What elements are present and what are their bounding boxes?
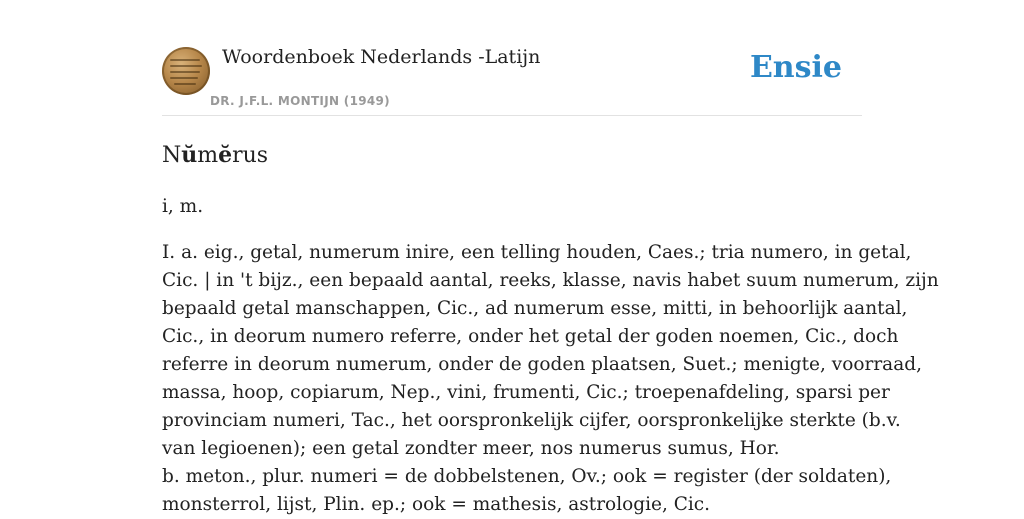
coin-inscription-line xyxy=(170,71,200,73)
definition-line: Cic., in deorum numero referre, onder het getal der goden noemen, Cic., doch xyxy=(162,326,899,347)
coin-inscription-line xyxy=(174,83,196,85)
coin-image-icon[interactable] xyxy=(162,47,210,95)
definition-line: monsterrol, lijst, Plin. ep.; ook = mathesis, astrologie, Cic. xyxy=(162,494,711,515)
headword-part: m xyxy=(197,143,219,168)
book-author: DR. J.F.L. MONTIJN (1949) xyxy=(210,94,390,108)
coin-inscription-line xyxy=(170,59,200,61)
definition-line: massa, hoop, copiarum, Nep., vini, frumenti, Cic.; troepenafdeling, sparsi per xyxy=(162,382,890,403)
page xyxy=(162,0,939,519)
definition-line: I. a. eig., getal, numerum inire, een telling houden, Caes.; tria numero, in getal, xyxy=(162,242,912,263)
definition-line: bepaald getal manschappen, Cic., ad numerum esse, mitti, in behoorlijk aantal, xyxy=(162,298,908,319)
headword-part-accent: ĕ xyxy=(218,142,233,168)
definition-line: Cic. | in 't bijz., een bepaald aantal, reeks, klasse, navis habet suum numerum, zijn xyxy=(162,270,939,291)
definition-line: provinciam numeri, Tac., het oorspronkelijk cijfer, oorspronkelijke sterkte (b.v. xyxy=(162,410,901,431)
book-title-link[interactable]: Woordenboek Nederlands -Latijn xyxy=(222,46,541,68)
headword-part: N xyxy=(162,143,182,168)
header xyxy=(162,0,862,116)
coin-inscription-line xyxy=(170,77,198,79)
definition-line: van legioenen); een getal zondter meer, nos numerus sumus, Hor. xyxy=(162,438,780,459)
ensie-logo-link[interactable]: Ensie xyxy=(749,50,842,85)
headword xyxy=(162,142,862,169)
grammar-info: i, m. xyxy=(162,196,204,217)
coin-inscription-line xyxy=(170,65,202,67)
headword-part-accent: ŭ xyxy=(181,142,198,168)
definition-text xyxy=(162,239,939,519)
definition-line: b. meton., plur. numeri = de dobbelstenen, Ov.; ook = register (der soldaten), xyxy=(162,466,892,487)
headword-part: rus xyxy=(232,143,269,168)
definition-line: referre in deorum numerum, onder de goden plaatsen, Suet.; menigte, voorraad, xyxy=(162,354,922,375)
